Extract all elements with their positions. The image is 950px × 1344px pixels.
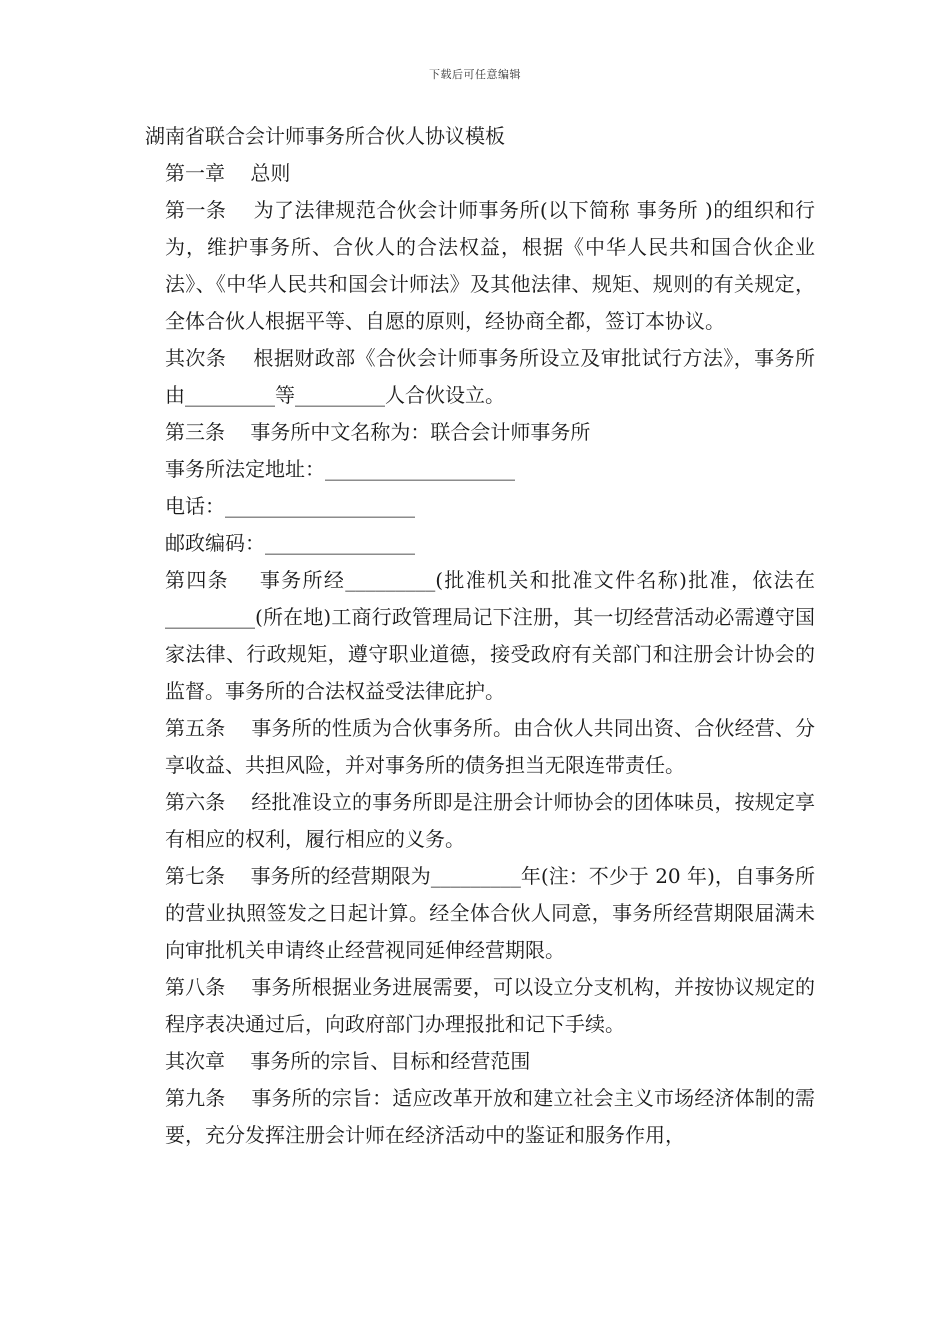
address-field: 事务所法定地址：___________________ [165,457,515,481]
article-5: 第五条 事务所的性质为合伙事务所。由合伙人共同出资、合伙经营、分享收益、共担风险，并对事务所的债务担当无限连带责任。 [165,716,815,777]
article-2: 其次条 根据财政部《合伙会计师事务所设立及审批试行方法》，事务所由_________等_________人合伙设立。 [165,346,815,407]
article-8: 第八条 事务所根据业务进展需要，可以设立分支机构，并按协议规定的程序表决通过后，向政府部门办理报批和记下手续。 [165,975,815,1036]
article-3: 第三条 事务所中文名称为：联合会计师事务所 [165,420,591,444]
document-title: 湖南省联合会计师事务所合伙人协议模板 [145,124,505,148]
article-9: 第九条 事务所的宗旨：适应改革开放和建立社会主义市场经济体制的需要，充分发挥注册会计师在经济活动中的鉴证和服务作用， [165,1086,815,1147]
article-7: 第七条 事务所的经营期限为_________年(注：不少于 20 年)，自事务所的营业执照签发之日起计算。经全体合伙人同意，事务所经营期限届满未向审批机关申请终止经营视同延伸经营期限。 [165,864,815,962]
article-1: 第一条 为了法律规范合伙会计师事务所(以下简称 事务所 )的组织和行为，维护事务所、合伙人的合法权益，根据《中华人民共和国合伙企业法》、《中华人民共和国会计师法》及其他法律、规矩、规则的有关规定，全体合伙人根据平等、自愿的原则，经协商全都，签订本协议。 [165,198,815,333]
header-note: 下载后可任意编辑 [429,68,521,81]
article-4: 第四条 事务所经_________(批准机关和批准文件名称)批准，依法在_________(所在地)工商行政管理局记下注册，其一切经营活动必需遵守国家法律、行政规矩，遵守职业道德，接受政府有关部门和注册会计协会的监督。事务所的合法权益受法律庇护。 [165,568,815,703]
document-body [145,118,815,1154]
article-6: 第六条 经批准设立的事务所即是注册会计师协会的团体味员，按规定享有相应的权利，履行相应的义务。 [165,790,815,851]
chapter-2-heading: 其次章 事务所的宗旨、目标和经营范围 [165,1049,531,1073]
phone-field: 电话：___________________ [165,494,415,518]
postcode-field: 邮政编码：_______________ [165,531,415,555]
chapter-1-heading: 第一章 总则 [165,161,291,185]
